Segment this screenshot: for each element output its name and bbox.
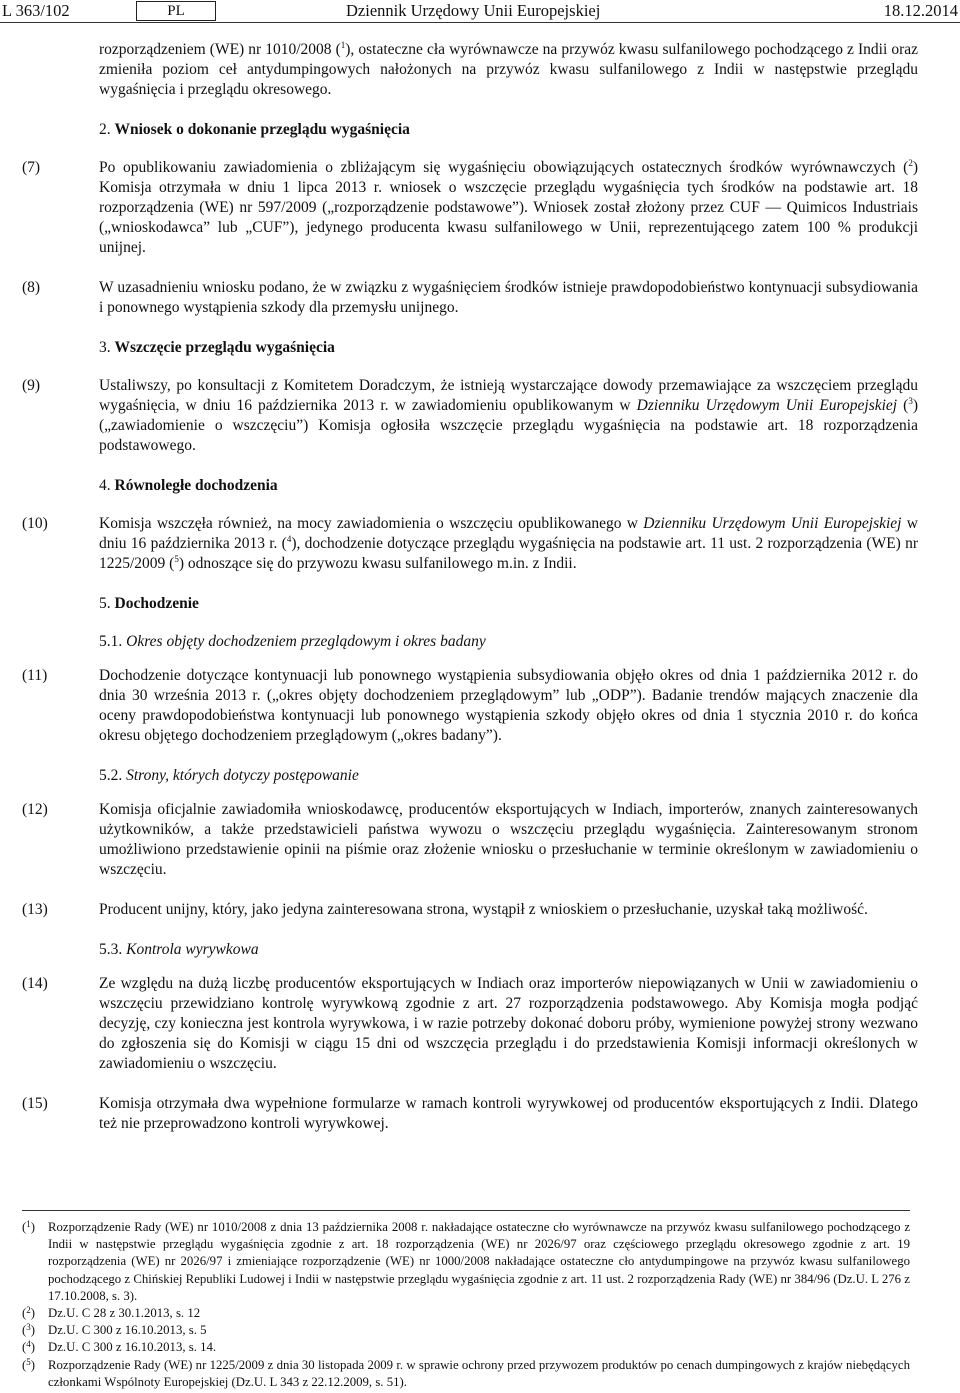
footnote-text: Rozporządzenie Rady (WE) nr 1010/2008 z dnia 13 października 2008 r. nakładające ostateczne cło wyrównawcze na przywóz kwasu sulfanilowego pochodzącego z Indii w następstwie przeglądu wygaśnięcia zgodnie z art. 18 rozporządzenia (WE) nr 2026/97 oraz częściowego przeglądu okresowego zgodnie z art. 19 rozporządzenia (WE) nr 2026/97 i zmieniające rozporządzenie (WE) nr 1000/2008 nakładające ostateczne cło antydumpingowe na przywóz kwasu sulfanilowego pochodzącego z Chińskiej Republiki Ludowej i Indii w następstwie przeglądu wygaśnięcia zgodnie z art. 11 ust. 2 rozporządzenia Rady (WE) nr 384/96 (Dz.U. L 276 z 17.10.2008, s. 3). bbox=[48, 1220, 910, 1303]
paragraph-15 bbox=[22, 1094, 918, 1134]
section-heading-5: 5. Dochodzenie bbox=[99, 595, 199, 612]
footnote-ref[interactable]: 4 bbox=[286, 534, 292, 544]
language-badge: PL bbox=[136, 1, 216, 21]
paragraph-text: Dochodzenie dotyczące kontynuacji lub ponownego wystąpienia subsydiowania objęło okres od dnia 1 października 2012 r. do dnia 30 września 2013 r. („okres objęty dochodzeniem przeglądowym” lub „ODP”). Badanie trendów mających znaczenie dla oceny prawdopodobieństwa kontynuacji lub ponownego wystąpienia szkody objęło okres od dnia 1 stycznia 2010 r. do końca okresu objętego dochodzeniem przeglądowym („okres badany”). bbox=[99, 667, 918, 744]
subsection-heading-5-1: 5.1. Okres objęty dochodzeniem przeglądowym i okres badany bbox=[99, 633, 486, 650]
paragraph-number: (15) bbox=[22, 1095, 48, 1112]
paragraph-number: (10) bbox=[22, 515, 48, 532]
page-reference: L 363/102 bbox=[2, 1, 70, 20]
document-body bbox=[22, 40, 918, 1154]
paragraph-number: (12) bbox=[22, 801, 48, 818]
paragraph-12 bbox=[22, 800, 918, 880]
publication-date: 18.12.2014 bbox=[883, 1, 958, 20]
footnote bbox=[22, 1357, 910, 1391]
journal-title: Dziennik Urzędowy Unii Europejskiej bbox=[346, 1, 601, 20]
footnote-mark: ($^4$) bbox=[22, 1339, 36, 1355]
footnote-mark: ($^1$) bbox=[22, 1219, 36, 1234]
paragraph-text: W uzasadnieniu wniosku podano, że w związku z wygaśnięciem środków istnieje prawdopodobieństwo kontynuacji subsydiowania i ponownego wystąpienia szkody dla przemysłu unijnego. bbox=[99, 279, 918, 316]
paragraph-10 bbox=[22, 514, 918, 574]
footnote-ref[interactable]: 2 bbox=[908, 158, 913, 168]
paragraph-8 bbox=[22, 278, 918, 318]
header-rule bbox=[0, 22, 960, 23]
page-header bbox=[0, 0, 960, 24]
footnote-text: Rozporządzenie Rady (WE) nr 1225/2009 z dnia 30 listopada 2009 r. w sprawie ochrony przed przywozem produktów po cenach dumpingowych z krajów niebędących członkami Wspólnoty Europejskiej (Dz.U. L 343 z 22.12.2009, s. 51). bbox=[48, 1357, 910, 1389]
footnote-text: Dz.U. C 300 z 16.10.2013, s. 5 bbox=[48, 1323, 207, 1338]
paragraph-number: (13) bbox=[22, 901, 48, 918]
section-heading-2: 2. Wniosek o dokonanie przeglądu wygaśnięcia bbox=[99, 121, 410, 138]
paragraph-number: (11) bbox=[22, 667, 48, 684]
paragraph-11 bbox=[22, 666, 918, 746]
paragraph-text: Ustaliwszy, po konsultacji z Komitetem Doradczym, że istnieją wystarczające dowody przemawiające za wszczęciem przeglądu wygaśnięcia, w dniu 16 października 2013 r. w zawiadomieniu opublikowanym w Dzienniku Urzędowym Unii Europejskiej ($^3$) („zawiadomienie o wszczęciu”) Komisja ogłosiła wszczęcie przeglądu wygaśnięcia na podstawie art. 18 rozporządzenia podstawowego. bbox=[99, 377, 919, 454]
paragraph-text: Komisja wszczęła również, na mocy zawiadomienia o wszczęciu opublikowanego w Dzienniku Urzędowym Unii Europejskiej w dniu 16 października 2013 r. ($^4$), dochodzenie dotyczące przeglądu wygaśnięcia na podstawie art. 11 ust. 2 rozporządzenia (WE) nr 1225/2009 ($^5$) odnoszące się do przywozu kwasu sulfanilowego m.in. z Indii. bbox=[99, 515, 918, 572]
subsection-heading-5-2: 5.2. Strony, których dotyczy postępowanie bbox=[99, 767, 359, 784]
paragraph-number: (14) bbox=[22, 975, 48, 992]
footnote-mark: ($^2$) bbox=[22, 1305, 36, 1321]
paragraph-text: Ze względu na dużą liczbę producentów eksportujących w Indiach oraz importerów niepowiązanych w Unii w zawiadomieniu o wszczęciu przewidziano kontrolę wyrywkową zgodnie z art. 27 rozporządzenia podstawowego. Aby Komisja mogła podjąć decyzję, czy konieczna jest kontrola wyrywkowa, i w razie potrzeby dokonać doboru próby, wymienione powyżej strony wezwano do zgłoszenia się do Komisji w ciągu 15 dni od wszczęcia przeglądu i do przedstawienia Komisji informacji określonych w zawiadomieniu o wszczęciu. bbox=[99, 975, 918, 1072]
footnotes bbox=[22, 1210, 910, 1391]
footnote bbox=[22, 1305, 910, 1322]
paragraph-9 bbox=[22, 376, 918, 456]
footnote bbox=[22, 1322, 910, 1339]
footnote bbox=[22, 1339, 910, 1356]
footnote-mark: ($^5$) bbox=[22, 1356, 36, 1372]
subsection-heading-5-3: 5.3. Kontrola wyrywkowa bbox=[99, 941, 259, 958]
paragraph-14 bbox=[22, 974, 918, 1074]
footnote-text: Dz.U. C 300 z 16.10.2013, s. 14. bbox=[48, 1340, 217, 1355]
footnote-text: Dz.U. C 28 z 30.1.2013, s. 12 bbox=[48, 1306, 201, 1321]
paragraph-text: Komisja oficjalnie zawiadomiła wnioskodawcę, producentów eksportujących w Indiach, importerów, znanych zainteresowanych użytkowników, a także przedstawicieli państwa wywozu o wszczęciu przeglądu wygaśnięcia. Zainteresowanym stronom umożliwiono przedstawienie opinii na piśmie oraz złożenie wniosku o przesłuchanie w terminie określonym w zawiadomieniu o wszczęciu. bbox=[99, 801, 918, 878]
footnote-ref[interactable]: 1 bbox=[340, 40, 346, 50]
section-heading-4: 4. Równoległe dochodzenia bbox=[99, 477, 278, 494]
intro-paragraph: rozporządzeniem (WE) nr 1010/2008 ($^1$), ostateczne cła wyrównawcze na przywóz kwasu sulfanilowego pochodzącego z Indii oraz zmieniła poziom ceł antydumpingowych nałożonych na przywóz kwasu sulfanilowego z Indii w następstwie przeglądu wygaśnięcia i przeglądu okresowego. bbox=[99, 40, 918, 98]
paragraph-7 bbox=[22, 158, 918, 258]
footnote bbox=[22, 1219, 910, 1305]
paragraph-text: Po opublikowaniu zawiadomienia o zbliżającym się wygaśnięciu obowiązujących ostatecznych środków wyrównawczych ($^2$) Komisja otrzymała w dniu 1 lipca 2013 r. wniosek o wszczęcie przeglądu wygaśnięcia tych środków na podstawie art. 18 rozporządzenia (WE) nr 597/2009 („rozporządzenie podstawowe”). Wniosek został złożony przez CUF — Quimicos Industriais („wnioskodawca” lub „CUF”), jedynego producenta kwasu sulfanilowego w Unii, reprezentującego zatem 100 % produkcji unijnej. bbox=[99, 158, 918, 256]
paragraph-number: (8) bbox=[22, 279, 41, 296]
paragraph-number: (7) bbox=[22, 159, 41, 176]
footnote-ref[interactable]: 3 bbox=[908, 396, 913, 406]
paragraph-number: (9) bbox=[22, 377, 41, 394]
paragraph-13 bbox=[22, 900, 918, 920]
footnote-mark: ($^3$) bbox=[22, 1322, 36, 1338]
section-heading-3: 3. Wszczęcie przeglądu wygaśnięcia bbox=[99, 339, 335, 356]
paragraph-text: Producent unijny, który, jako jedyna zainteresowana strona, wystąpił z wnioskiem o przesłuchanie, uzyskał taką możliwość. bbox=[99, 901, 868, 918]
paragraph-text: Komisja otrzymała dwa wypełnione formularze w ramach kontroli wyrywkowej od producentów eksportujących z Indii. Dlatego też nie przeprowadzono kontroli wyrywkowej. bbox=[99, 1095, 918, 1132]
footnote-ref[interactable]: 5 bbox=[174, 554, 179, 564]
